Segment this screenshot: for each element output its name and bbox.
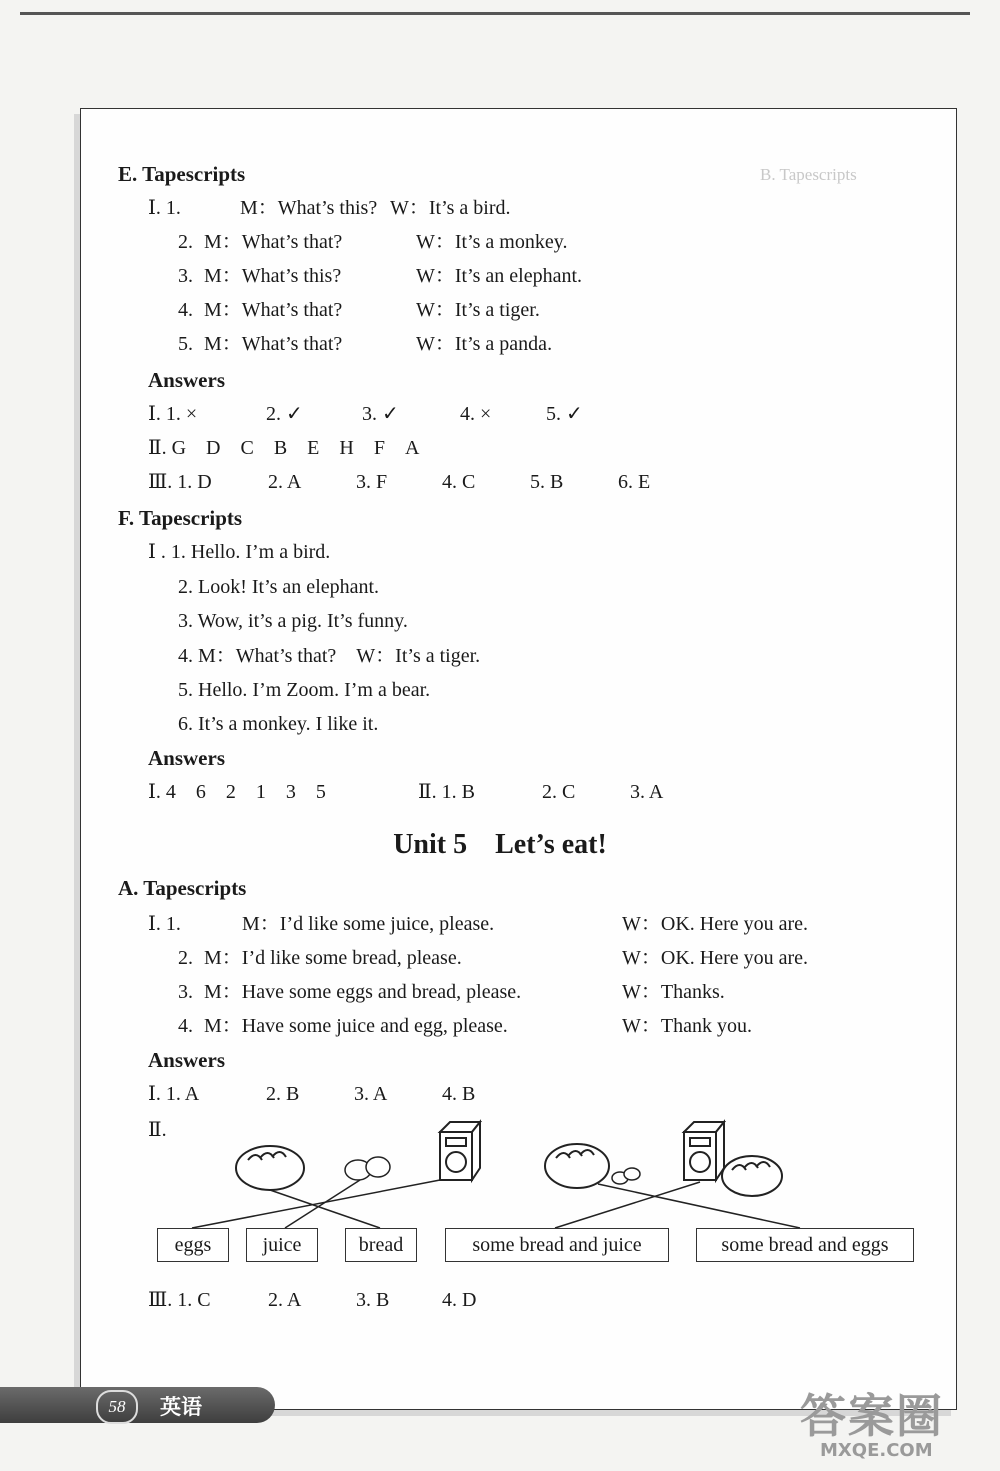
match-box-bread-eggs: some bread and eggs bbox=[696, 1228, 914, 1262]
f-line-3: 3. Wow, it’s a pig. It’s funny. bbox=[178, 610, 408, 632]
e-answers-1: Ⅰ. 1. × 2. ✓ 3. ✓ 4. × 5. ✓ bbox=[148, 403, 583, 425]
a-answers-label: Answers bbox=[148, 1048, 225, 1072]
juice-box-icon bbox=[440, 1122, 480, 1180]
e-answers-2: Ⅱ. G D C B E H F A bbox=[148, 437, 420, 459]
a-answers-3: Ⅲ. 1. C 2. A 3. B 4. D bbox=[148, 1289, 477, 1311]
f-line-5: 5. Hello. I’m Zoom. I’m a bear. bbox=[178, 679, 431, 701]
section-a-heading: A. Tapescripts bbox=[118, 876, 247, 900]
bread-icon bbox=[236, 1146, 304, 1190]
a-line-2: 2. M：I’d like some bread, please. W：OK. Here you are. bbox=[178, 947, 809, 969]
section-f-heading: F. Tapescripts bbox=[118, 506, 243, 530]
match-box-eggs: eggs bbox=[157, 1228, 229, 1262]
section-e-heading: E. Tapescripts bbox=[118, 162, 246, 186]
eggs-icon bbox=[345, 1157, 390, 1180]
match-box-bread: bread bbox=[345, 1228, 417, 1262]
e-answers-3: Ⅲ. 1. D 2. A 3. F 4. C 5. B 6. E bbox=[148, 471, 651, 493]
watermark-logo: 答案圈 bbox=[800, 1389, 944, 1443]
bread-icon bbox=[545, 1144, 609, 1188]
e-line-2: 2. M：What’s that? W：It’s a monkey. bbox=[178, 231, 568, 253]
bleed-through-text: B. Tapescripts bbox=[760, 165, 857, 184]
e-line-5: 5. M：What’s that? W：It’s a panda. bbox=[178, 333, 553, 355]
e-line-3: 3. M：What’s this? W：It’s an elephant. bbox=[178, 265, 583, 287]
e-line-1: Ⅰ. 1. M：What’s this? W：It’s a bird. bbox=[148, 197, 511, 219]
page-number: 58 bbox=[96, 1390, 138, 1424]
match-lines-left bbox=[192, 1180, 440, 1228]
a-answers-2-label: Ⅱ. bbox=[148, 1119, 167, 1141]
f-line-4: 4. M：What’s that? W：It’s a tiger. bbox=[178, 645, 481, 667]
bread-icon bbox=[722, 1156, 782, 1196]
a-answers-1: Ⅰ. 1. A 2. B 3. A 4. B bbox=[148, 1083, 476, 1105]
f-answers-label: Answers bbox=[148, 746, 225, 770]
f-line-6: 6. It’s a monkey. I like it. bbox=[178, 713, 379, 735]
e-line-4: 4. M：What’s that? W：It’s a tiger. bbox=[178, 299, 540, 321]
watermark-url: MXQE.COM bbox=[820, 1440, 933, 1461]
match-box-bread-juice: some bread and juice bbox=[445, 1228, 669, 1262]
f-answers: Ⅰ. 4 6 2 1 3 5 Ⅱ. 1. B 2. C 3. A bbox=[148, 781, 664, 803]
f-line-2: 2. Look! It’s an elephant. bbox=[178, 576, 380, 598]
a-line-3: 3. M：Have some eggs and bread, please. W：Thanks. bbox=[178, 981, 725, 1003]
eggs-icon bbox=[612, 1168, 640, 1184]
a-line-4: 4. M：Have some juice and egg, please. W：Thank you. bbox=[178, 1015, 752, 1037]
f-line-1: Ⅰ . 1. Hello. I’m a bird. bbox=[148, 541, 331, 563]
juice-box-icon bbox=[684, 1122, 724, 1180]
e-answers-label: Answers bbox=[148, 368, 225, 392]
unit-title: Unit 5 Let’s eat! bbox=[393, 829, 607, 860]
match-box-juice: juice bbox=[246, 1228, 318, 1262]
a-line-1: Ⅰ. 1. M：I’d like some juice, please. W：OK. Here you are. bbox=[148, 913, 809, 935]
subject-label: 英语 bbox=[160, 1395, 202, 1419]
